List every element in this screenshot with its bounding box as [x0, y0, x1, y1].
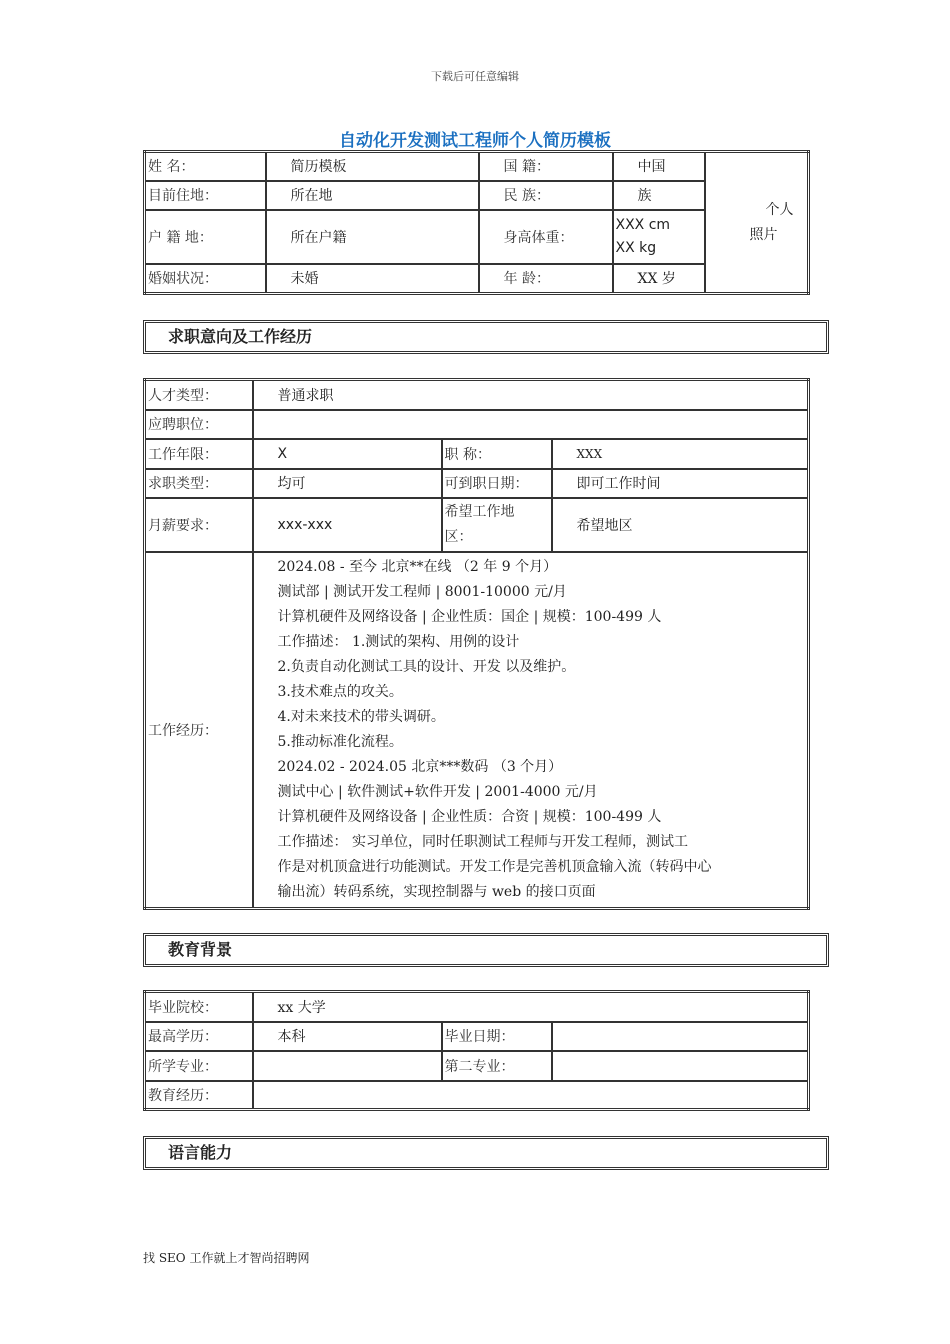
job-table — [143, 378, 810, 910]
height-weight-label: 身高体重： — [479, 210, 613, 264]
experience-line: 2024.02 - 2024.05 北京***数码 （3 个月） — [277, 758, 563, 775]
experience-line: 测试中心 | 软件测试+软件开发 | 2001-4000 元/月 — [277, 783, 598, 800]
grad-date-label: 毕业日期： — [442, 1022, 552, 1051]
experience-line: 输出流）转码系统，实现控制器与 web 的接口页面 — [277, 883, 596, 900]
age-label: 年 龄： — [479, 264, 613, 294]
marital-label: 婚姻状况： — [145, 264, 266, 294]
degree-value: 本科 — [253, 1022, 442, 1051]
footer-text: 找 SEO 工作就上才智尚招聘网 — [143, 1251, 310, 1265]
location-value: 希望地区 — [552, 498, 809, 552]
marital-value: 未婚 — [266, 264, 479, 294]
header-note: 下载后可任意编辑 — [431, 70, 519, 83]
start-label: 可到职日期： — [442, 469, 552, 498]
photo-text-line1: 个人 — [765, 201, 794, 218]
name-value: 简历模板 — [266, 152, 479, 181]
position-label: 应聘职位： — [145, 410, 253, 439]
experience-line: 作是对机顶盒进行功能测试。开发工作是完善机顶盒输入流（转码中心 — [277, 858, 712, 875]
experience-label: 工作经历： — [145, 552, 253, 909]
experience-line: 2024.08 - 至今 北京**在线 （2 年 9 个月） — [277, 558, 558, 575]
years-value: X — [253, 439, 442, 469]
start-value: 即可工作时间 — [552, 469, 809, 498]
position-value — [253, 410, 809, 439]
job-type-label: 求职类型： — [145, 469, 253, 498]
document-title: 自动化开发测试工程师个人简历模板 — [339, 131, 611, 151]
photo-text-line2: 照片 — [749, 226, 778, 243]
degree-label: 最高学历： — [145, 1022, 253, 1051]
section-language-header: 语言能力 — [143, 1136, 829, 1170]
title-value: XXX — [552, 439, 809, 469]
experience-line: 测试部 | 测试开发工程师 | 8001-10000 元/月 — [277, 583, 567, 600]
experience-line: 4.对未来技术的带头调研。 — [277, 708, 445, 725]
photo-placeholder — [705, 152, 809, 294]
second-major-label: 第二专业： — [442, 1051, 552, 1081]
experience-line: 工作描述： 1.测试的架构、用例的设计 — [277, 633, 520, 650]
experience-line: 计算机硬件及网络设备 | 企业性质：国企 | 规模：100-499 人 — [277, 608, 662, 625]
ethnicity-label: 民 族： — [479, 181, 613, 210]
hukou-value: 所在户籍 — [266, 210, 479, 264]
experience-content — [253, 552, 809, 909]
experience-lines — [278, 555, 804, 905]
nationality-label: 国 籍： — [479, 152, 613, 181]
grad-date-value — [552, 1022, 809, 1051]
section-education-header: 教育背景 — [143, 933, 829, 967]
second-major-value — [552, 1051, 809, 1081]
age-value: XX 岁 — [613, 264, 705, 294]
school-label: 毕业院校： — [145, 992, 253, 1022]
salary-label: 月薪要求： — [145, 498, 253, 552]
years-label: 工作年限： — [145, 439, 253, 469]
location-label — [442, 498, 552, 552]
height-weight-value — [613, 210, 705, 264]
residence-value: 所在地 — [266, 181, 479, 210]
experience-line: 2.负责自动化测试工具的设计、开发 以及维护。 — [277, 658, 576, 675]
weight-value: XX kg — [615, 239, 657, 256]
education-table — [143, 990, 810, 1111]
talent-type-value: 普通求职 — [253, 380, 809, 410]
major-value — [253, 1051, 442, 1081]
school-value: xx 大学 — [253, 992, 809, 1022]
residence-label: 目前住地： — [145, 181, 266, 210]
education-history-label: 教育经历： — [145, 1081, 253, 1110]
ethnicity-value: 族 — [613, 181, 705, 210]
experience-line: 5.推动标准化流程。 — [277, 733, 403, 750]
job-type-value: 均可 — [253, 469, 442, 498]
name-label: 姓 名： — [145, 152, 266, 181]
section-job-header: 求职意向及工作经历 — [143, 320, 829, 354]
salary-value: xxx-xxx — [253, 498, 442, 552]
personal-info-table — [143, 150, 810, 295]
height-value: XXX cm — [615, 216, 671, 233]
location-label-line2: 区： — [444, 528, 473, 545]
education-history-value — [253, 1081, 809, 1110]
location-label-line1: 希望工作地 — [444, 503, 515, 520]
experience-line: 工作描述： 实习单位，同时任职测试工程师与开发工程师，测试工 — [277, 833, 688, 850]
experience-line: 计算机硬件及网络设备 | 企业性质：合资 | 规模：100-499 人 — [277, 808, 662, 825]
major-label: 所学专业： — [145, 1051, 253, 1081]
title-label: 职 称： — [442, 439, 552, 469]
experience-line: 3.技术难点的攻关。 — [277, 683, 403, 700]
hukou-label: 户 籍 地： — [145, 210, 266, 264]
nationality-value: 中国 — [613, 152, 705, 181]
talent-type-label: 人才类型： — [145, 380, 253, 410]
